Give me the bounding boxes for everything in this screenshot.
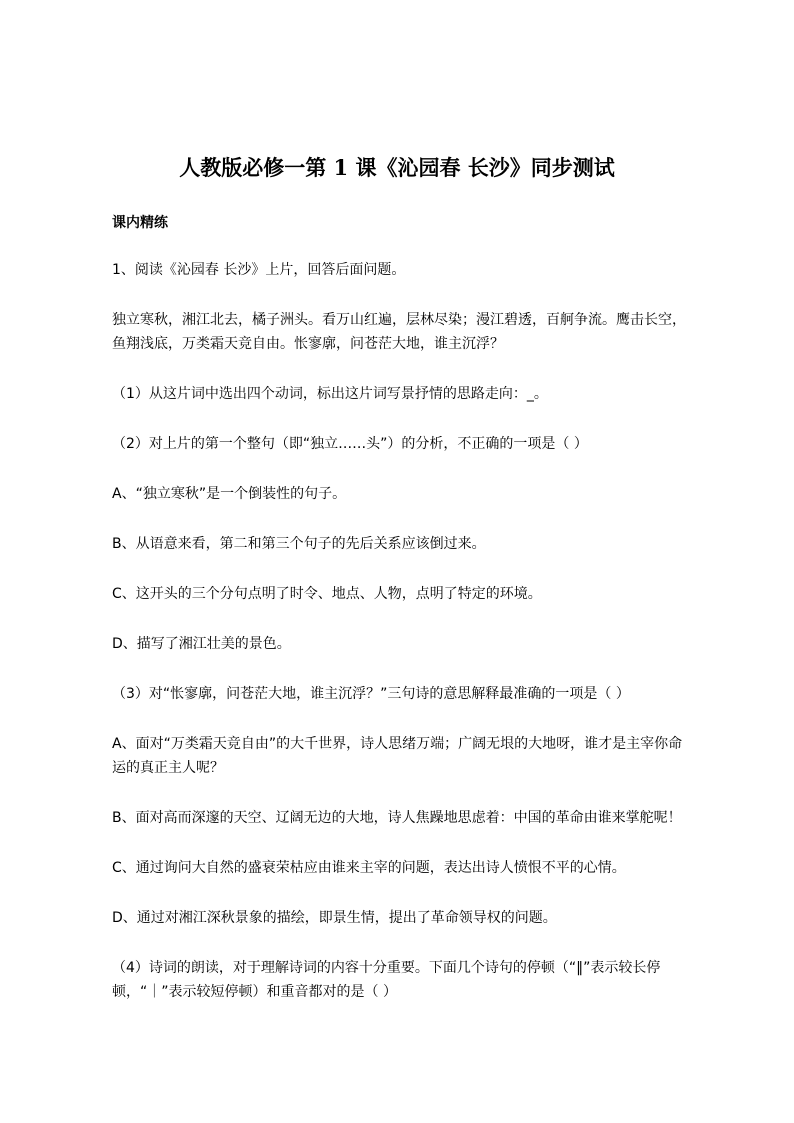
question-3: （3）对“怅寥廓，问苍茫大地，谁主沉浮？”三句诗的意思解释最准确的一项是（ ）: [112, 686, 630, 702]
option-a: A、面对“万类霜天竞自由”的大千世界，诗人思绪万端；广阔无垠的大地呀，谁才是主宰你命运的真正主人呢？: [112, 736, 683, 776]
question-4: （4）诗词的朗读，对于理解诗词的内容十分重要。下面几个诗句的停顿（“‖”表示较长停顿，“｜”表示较短停顿）和重音都对的是（ ）: [112, 960, 661, 1000]
paragraph: 1、阅读《沁园春 长沙》上片，回答后面问题。: [112, 262, 406, 278]
option-c: C、通过询问大自然的盛衰荣枯应由谁来主宰的问题，表达出诗人愤恨不平的心情。: [112, 860, 626, 876]
question-2: （2）对上片的第一个整句（即“独立……头”）的分析，不正确的一项是（ ）: [112, 436, 588, 452]
option-d: D、通过对湘江深秋景象的描绘，即景生情，提出了革命领导权的问题。: [112, 910, 557, 926]
option-d: D、描写了湘江壮美的景色。: [112, 636, 291, 652]
option-b: B、从语意来看，第二和第三个句子的先后关系应该倒过来。: [112, 536, 486, 552]
poem-text: 独立寒秋，湘江北去，橘子洲头。看万山红遍，层林尽染；漫江碧透，百舸争流。鹰击长空，鱼翔浅底，万类霜天竞自由。怅寥廓，问苍茫大地，谁主沉浮？: [112, 312, 686, 352]
option-b: B、面对高而深邃的天空、辽阔无边的大地，诗人焦躁地思虑着：中国的革命由谁来掌舵呢！: [112, 810, 682, 826]
option-c: C、这开头的三个分句点明了时令、地点、人物，点明了特定的环境。: [112, 586, 542, 602]
document-title: 人教版必修一第 1 课《沁园春 长沙》同步测试: [179, 155, 615, 180]
question-1: （1）从这片词中选出四个动词，标出这片词写景抒情的思路走向：_。: [112, 386, 548, 402]
option-a: A、“独立寒秋”是一个倒装性的句子。: [112, 486, 347, 502]
question-body: [112, 258, 688, 1030]
section-heading: 课内精练: [112, 215, 168, 231]
